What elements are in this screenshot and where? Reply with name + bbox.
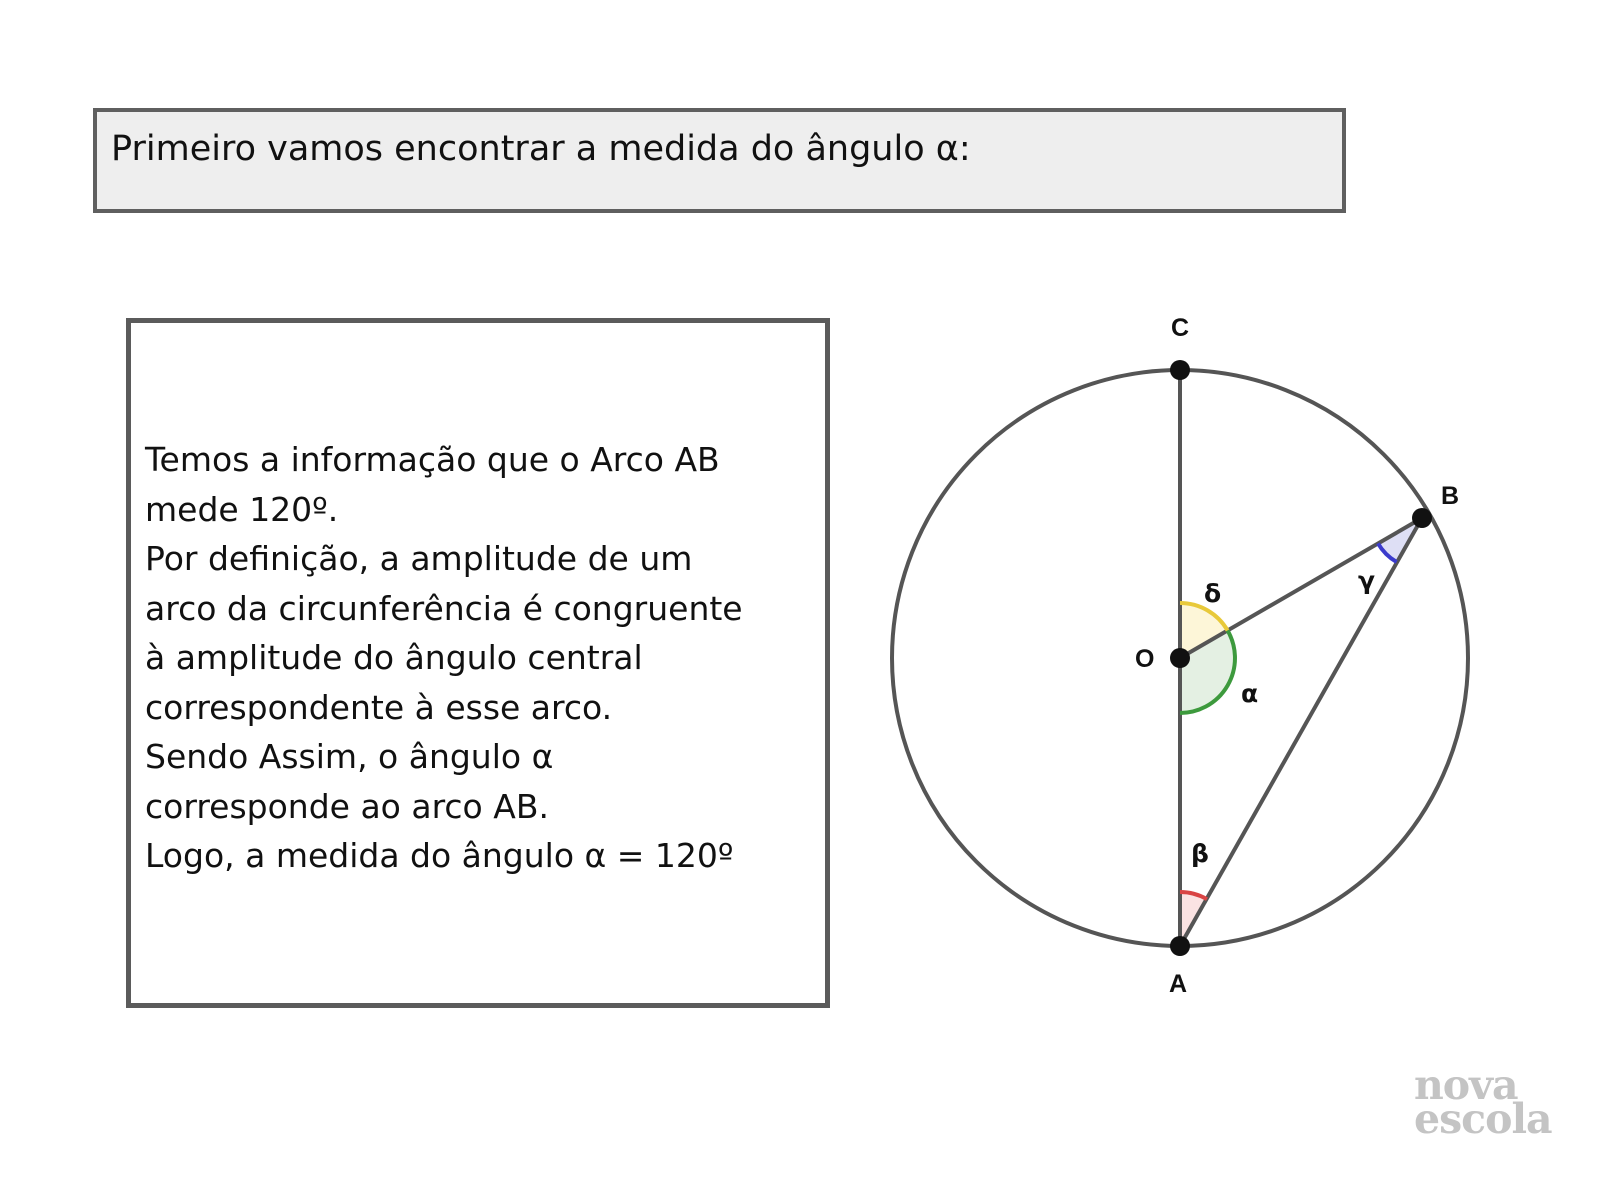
header-text: Primeiro vamos encontrar a medida do ângulo α: (111, 129, 971, 169)
explanation-line: Logo, a medida do ângulo α = 120º (145, 836, 734, 875)
explanation-line: à amplitude do ângulo central (145, 638, 643, 677)
angle-label-beta: β (1191, 839, 1209, 868)
angle-label-delta: δ (1204, 579, 1222, 608)
nova-escola-logo (1414, 1061, 1552, 1143)
angle-label-gamma: γ (1358, 566, 1376, 595)
logo-line-2: escola (1414, 1095, 1552, 1143)
point-label-a: A (1169, 970, 1188, 998)
explanation-line: Temos a informação que o Arco AB (145, 440, 720, 479)
point-a (1170, 936, 1190, 956)
logo-line-1: nova (1414, 1061, 1518, 1109)
angle-label-alpha: α (1241, 679, 1259, 708)
point-o (1170, 648, 1190, 668)
explanation-line: correspondente à esse arco. (145, 687, 613, 727)
point-label-b: B (1441, 482, 1460, 510)
point-c (1170, 360, 1190, 380)
explanation-line: Sendo Assim, o ângulo α (145, 737, 554, 776)
point-b (1412, 508, 1432, 528)
explanation-line: mede 120º. (145, 489, 339, 529)
point-label-o: O (1135, 645, 1155, 673)
explanation-line: corresponde ao arco AB. (145, 786, 549, 826)
point-label-c: C (1171, 314, 1190, 342)
explanation-line: arco da circunferência é congruente (145, 588, 743, 628)
explanation-line: Por definição, a amplitude de um (145, 539, 693, 578)
